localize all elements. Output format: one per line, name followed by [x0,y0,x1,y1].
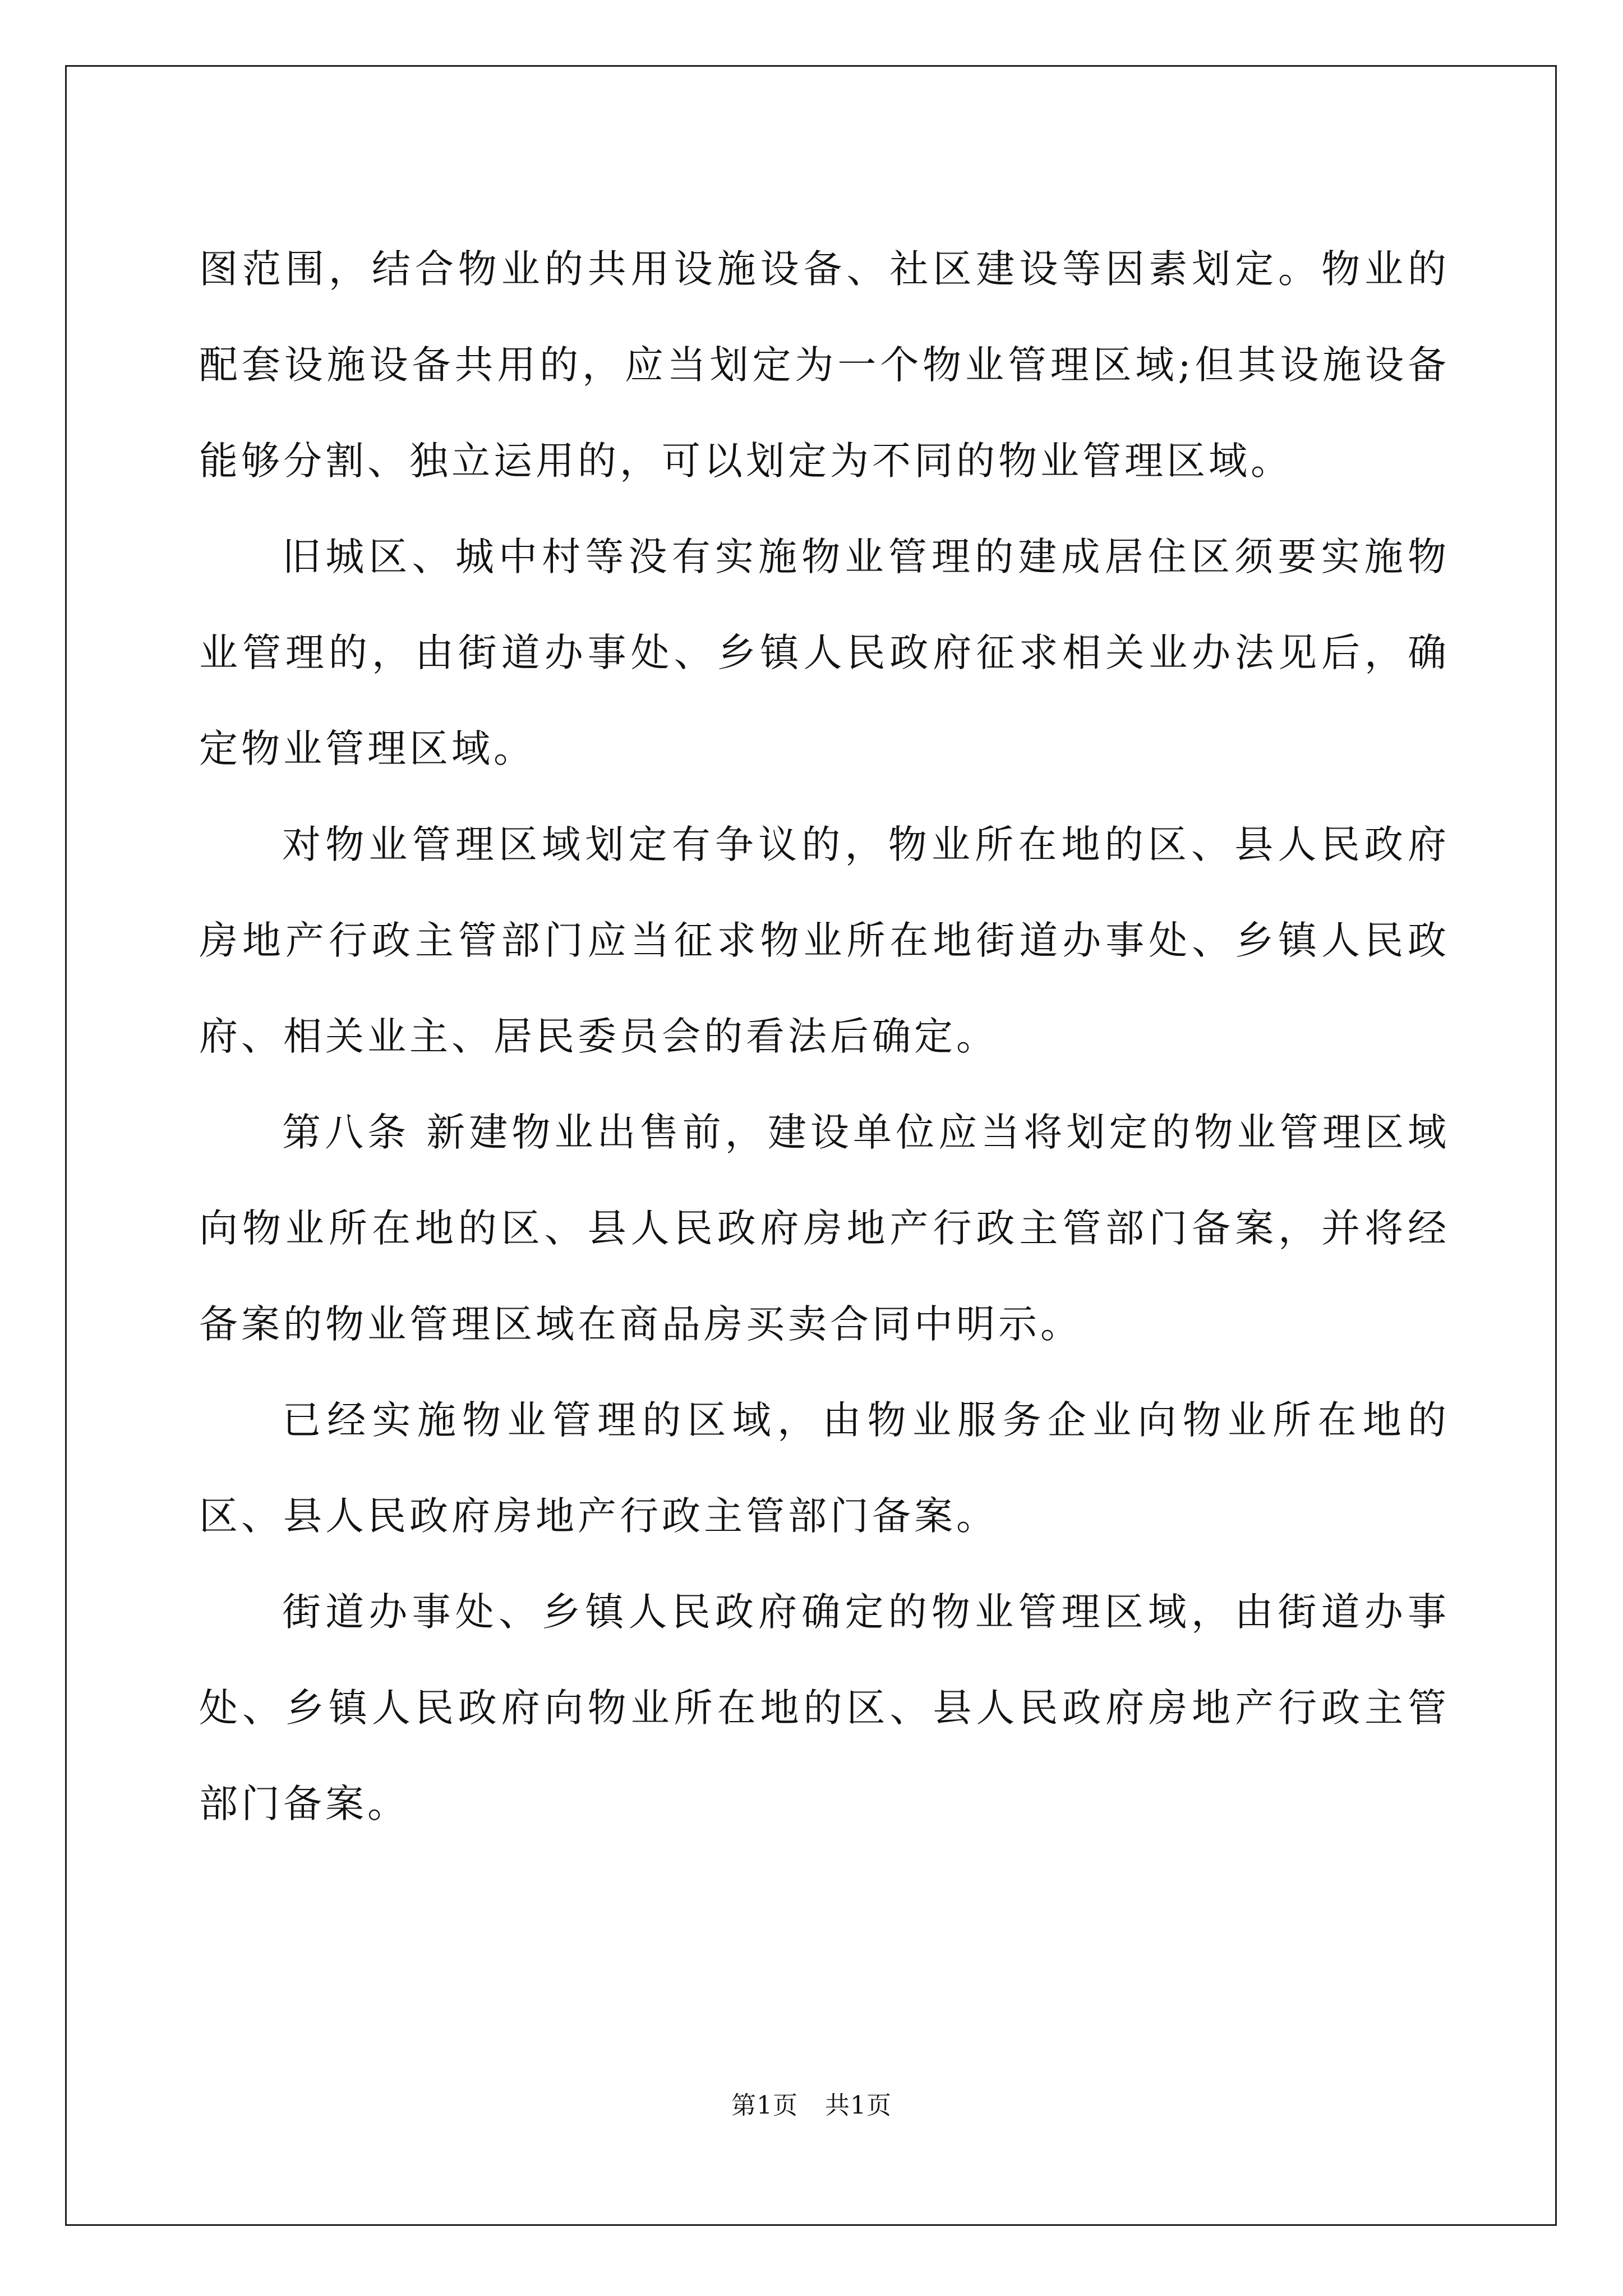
paragraph: 对物业管理区域划定有争议的，物业所在地的区、县人民政府房地产行政主管部门应当征求物业所在地街道办事处、乡镇人民政府、相关业主、居民委员会的看法后确定。 [199,822,1450,1059]
paragraph: 街道办事处、乡镇人民政府确定的物业管理区域，由街道办事处、乡镇人民政府向物业所在地的区、县人民政府房地产行政主管部门备案。 [199,1590,1450,1826]
paragraph: 旧城区、城中村等没有实施物业管理的建成居住区须要实施物业管理的，由街道办事处、乡镇人民政府征求相关业办法见后，确定物业管理区域。 [199,535,1450,771]
paragraph: 第八条 新建物业出售前，建设单位应当将划定的物业管理区域向物业所在地的区、县人民政府房地产行政主管部门备案，并将经备案的物业管理区域在商品房买卖合同中明示。 [199,1110,1450,1347]
paragraph: 已经实施物业管理的区域，由物业服务企业向物业所在地的区、县人民政府房地产行政主管部门备案。 [199,1398,1450,1539]
page-number: 第1页 [731,2091,798,2120]
paragraph: 图范围，结合物业的共用设施设备、社区建设等因素划定。物业的配套设施设备共用的，应当划定为一个物业管理区域;但其设施设备能够分割、独立运用的，可以划定为不同的物业管理区域。 [199,247,1450,484]
page-total: 共1页 [825,2091,892,2120]
page-footer [0,2085,1623,2121]
document-body [199,222,1450,1852]
